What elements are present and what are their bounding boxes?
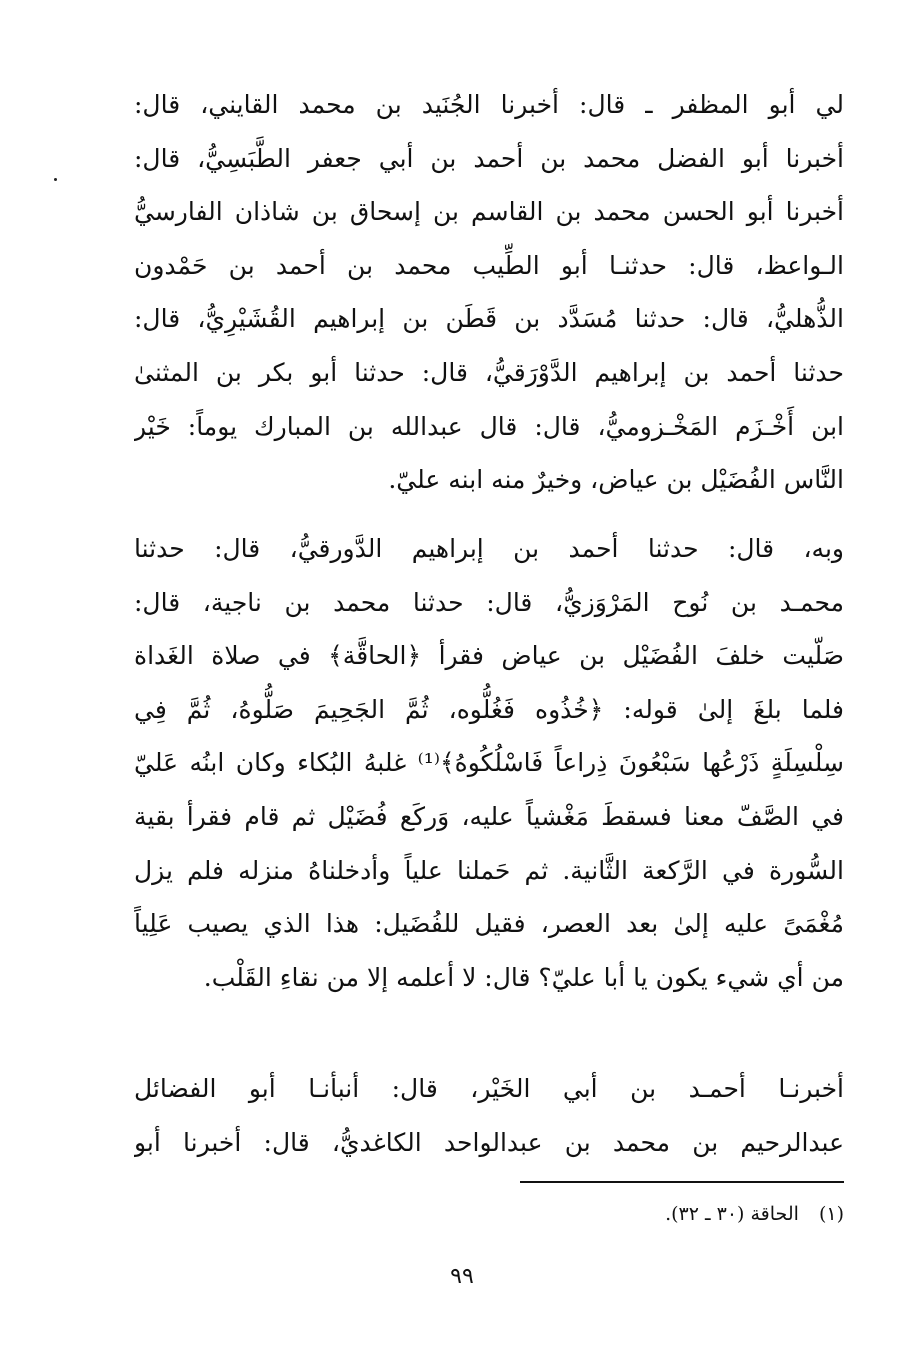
text-line: حدثنا أحمد بن إبراهيم الدَّوْرَقيُّ، قال: حدثنا أبو بكر بن المثنىٰ: [134, 357, 844, 387]
paragraph-1: [134, 78, 844, 507]
paragraph-2: [134, 522, 844, 1004]
text-line: النَّاس الفُضَيْل بن عياض، وخيرٌ منه ابنه عليّ.: [388, 465, 844, 495]
text-line: في الصَّفّ معنا فسقطَ مَغْشياً عليه، وَركَع فُضَيْل ثم قام فقرأ بقية: [134, 801, 844, 831]
text-line: عبدالرحيم بن محمد بن عبدالواحد الكاغديُّ، قال: أخبرنا أبو: [134, 1127, 844, 1157]
footnote-divider: [520, 1181, 844, 1183]
text-line: ابن أَخْـزَم المَخْـزوميُّ، قال: قال عبدالله بن المبارك يوماً: خَيْر: [134, 411, 844, 441]
text-line: صَلّيت خلفَ الفُضَيْل بن عياض فقرأ ﴿الحاقَّة﴾ في صلاة الغَداة: [134, 641, 844, 671]
text-line: أخبرنـا أحمـد بن أبي الخَيْر، قال: أنبأنـا أبو الفضائل: [134, 1074, 844, 1103]
text-line: السُّورة في الرَّكعة الثَّانية. ثم حَملنا علياً وأدخلناهُ منزله فلم يزل: [134, 855, 844, 885]
text-line: محمـد بن نُوح المَرْوَزيُّ، قال: حدثنا محمد بن ناجية، قال:: [134, 587, 844, 617]
text-line: وبه، قال: حدثنا أحمد بن إبراهيم الدَّورقيُّ، قال: حدثنا: [134, 534, 844, 563]
text-line: مُغْمَىً عليه إلىٰ بعد العصر، فقيل للفُضَيل: هذا الذي يصيب عَلِياً: [134, 909, 844, 939]
text-line: الذُّهليُّ، قال: حدثنا مُسَدَّد بن قَطَن بن إبراهيم القُشَيْرِيُّ، قال:: [134, 304, 844, 334]
paragraph-3: [134, 1062, 844, 1169]
text-line: فلما بلغَ إلىٰ قوله: ﴿خُذُوه فَغُلُّوه، ثُمَّ الجَحِيمَ صَلُّوهُ، ثُمَّ فِي: [134, 694, 844, 724]
text-line: أخبرنا أبو الحسن محمد بن القاسم بن إسحاق بن شاذان الفارسيُّ: [134, 197, 844, 227]
text-line: من أي شيء يكون يا أبا عليّ؟ قال: لا أعلمه إلا من نقاءِ القَلْب.: [203, 962, 844, 992]
text-line: أخبرنا أبو الفضل محمد بن أحمد بن أبي جعفر الطَّبَسِيُّ، قال:: [134, 143, 844, 173]
text-line: لي أبو المظفر ـ قال: أخبرنا الجُنَيد بن محمد القايني، قال:: [134, 90, 844, 119]
text-line: الـواعظ، قال: حدثنـا أبو الطِّيب محمد بن أحمد بن حَمْدون: [134, 250, 844, 280]
footnote-text: الحاقة (٣٠ ـ ٣٢).: [665, 1203, 799, 1225]
text-line: سِلْسِلَةٍ ذَرْعُها سَبْعُونَ ذِراعاً فَاسْلُكُوهُ﴾⁽¹⁾ غلبهُ البُكاء وكان ابنُه عَليّ: [134, 748, 844, 778]
footnote-number: (١): [818, 1203, 844, 1225]
footnote: [444, 1200, 844, 1228]
page-number: ٩٩: [450, 1264, 474, 1289]
scan-speck: [54, 178, 57, 181]
